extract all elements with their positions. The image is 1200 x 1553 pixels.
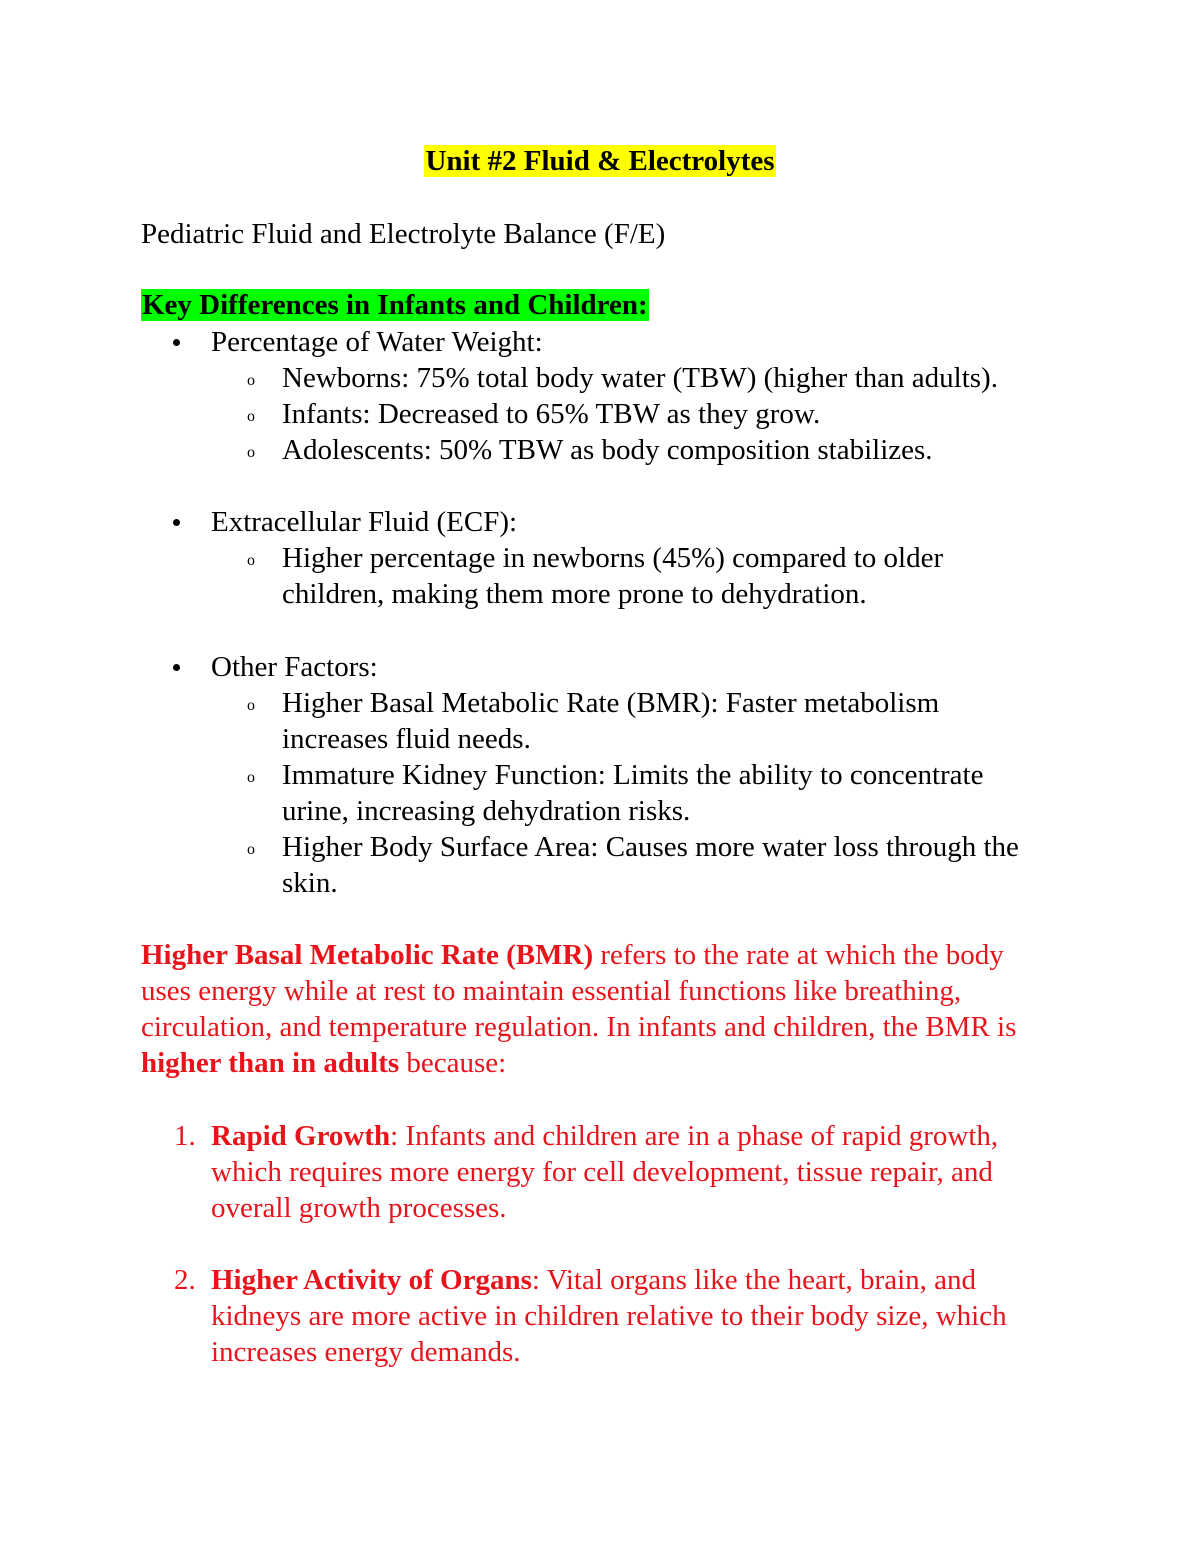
sub-list [211, 685, 1051, 901]
sub-item-text: Higher Body Surface Area: Causes more water loss through the skin. [282, 831, 1019, 899]
circle-bullet-icon: o [247, 408, 255, 425]
other-factors-section [141, 649, 1101, 901]
reason-title: Higher Activity of Organs [211, 1264, 532, 1296]
sub-item-text: Higher Basal Metabolic Rate (BMR): Faster metabolism increases fluid needs. [282, 687, 940, 755]
reason-number: 1. [174, 1120, 196, 1152]
bullet-dot-icon [173, 339, 180, 346]
bullet-label: Other Factors: [211, 651, 378, 683]
sub-list-item [211, 829, 1051, 901]
reason-title: Rapid Growth [211, 1120, 391, 1152]
reason-item [141, 1262, 1051, 1370]
sub-list-item [211, 360, 1101, 396]
title-highlight: Unit #2 Fluid & Electrolytes [425, 145, 775, 177]
sub-list-item [211, 396, 1101, 432]
water-weight-section [141, 324, 1101, 468]
bullet-item [141, 649, 1101, 901]
sub-item-text: Newborns: 75% total body water (TBW) (higher than adults). [282, 362, 998, 394]
bullet-item [141, 504, 1101, 612]
page-title [0, 143, 1200, 179]
reason-number: 2. [174, 1264, 196, 1296]
reasons-list-1 [141, 1118, 1051, 1226]
bmr-paragraph [141, 937, 1041, 1081]
circle-bullet-icon: o [247, 841, 255, 858]
sub-list [211, 360, 1101, 468]
subtitle: Pediatric Fluid and Electrolyte Balance (F/E) [141, 218, 666, 250]
sub-list-item [211, 685, 1051, 757]
sub-item-text: Immature Kidney Function: Limits the ability to concentrate urine, increasing dehydration risks. [282, 759, 984, 827]
sub-item-text: Adolescents: 50% TBW as body composition stabilizes. [282, 434, 933, 466]
bmr-emphasis: higher than in adults [141, 1047, 400, 1079]
reason-item [141, 1118, 1051, 1226]
sub-list-item [211, 432, 1101, 468]
sub-list [211, 540, 1011, 612]
sub-item-text: Higher percentage in newborns (45%) compared to older children, making them more prone to dehydration. [282, 542, 944, 610]
reason-text: : Vital organs like the heart, brain, and kidneys are more active in children relative to their body size, which increases energy demands. [211, 1264, 1007, 1368]
key-differences-heading [141, 287, 649, 323]
circle-bullet-icon: o [247, 372, 255, 389]
key-heading-highlight: Key Differences in Infants and Children: [142, 289, 648, 321]
bmr-term: Higher Basal Metabolic Rate (BMR) [141, 939, 594, 971]
circle-bullet-icon: o [247, 444, 255, 461]
ecf-section [141, 504, 1101, 612]
bullet-item [141, 324, 1101, 468]
bmr-text-2: because: [399, 1047, 507, 1079]
bullet-label: Percentage of Water Weight: [211, 326, 543, 358]
circle-bullet-icon: o [247, 552, 255, 569]
sub-item-text: Infants: Decreased to 65% TBW as they grow. [282, 398, 821, 430]
reasons-list-2 [141, 1262, 1051, 1370]
bullet-dot-icon [173, 519, 180, 526]
bullet-label: Extracellular Fluid (ECF): [211, 506, 518, 538]
reason-text: : Infants and children are in a phase of rapid growth, which requires more energy for cell development, tissue repair, and overall growth processes. [211, 1120, 999, 1224]
circle-bullet-icon: o [247, 697, 255, 714]
circle-bullet-icon: o [247, 769, 255, 786]
bmr-text-1: refers to the rate at which the body uses energy while at rest to maintain essential functions like breathing, circulation, and temperature regulation. In infants and children, the BMR is [141, 939, 1017, 1043]
bullet-dot-icon [173, 664, 180, 671]
sub-list-item [211, 540, 1011, 612]
sub-list-item [211, 757, 1051, 829]
